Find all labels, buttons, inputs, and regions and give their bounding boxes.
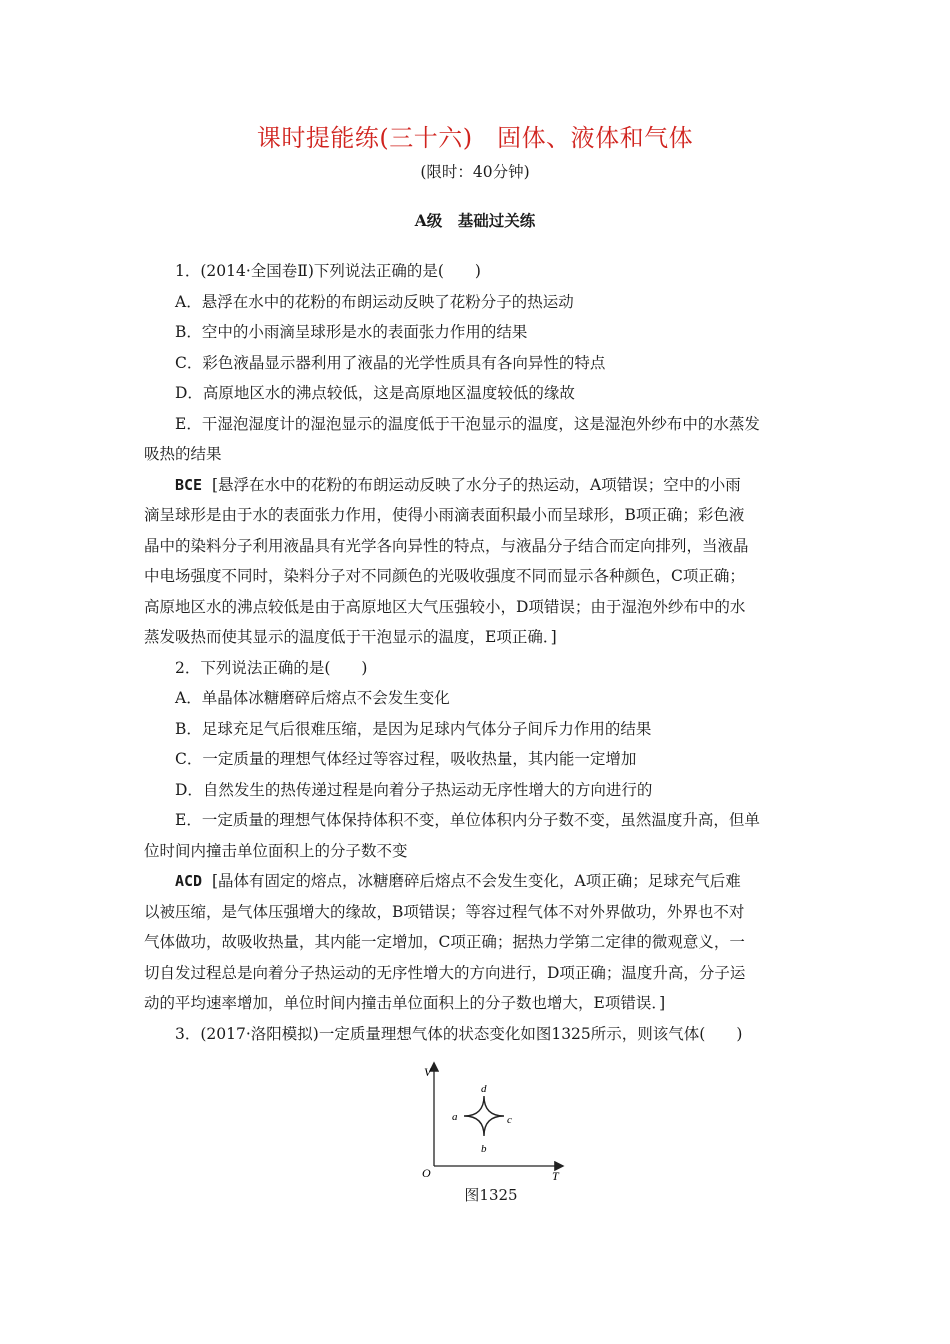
q1-explanation-line: 高原地区水的沸点较低是由于高原地区大气压强较小，D项错误；由于湿泡外纱布中的水 (144, 597, 746, 616)
q2-explanation-line: 动的平均速率增加，单位时间内撞击单位面积上的分子数也增大，E项错误．] (144, 994, 666, 1012)
page-title: 课时提能练(三十六) 固体、液体和气体 (256, 124, 694, 152)
q1-explanation-line: 中电场强度不同时，染料分子对不同颜色的光吸收强度不同而显示各种颜色，C项正确； (144, 567, 745, 585)
q2-explanation: [晶体有固定的熔点，冰糖磨碎后熔点不会发生变化，A项正确；足球充气后难 (211, 872, 741, 890)
q1-option-b: B．空中的小雨滴呈球形是水的表面张力作用的结果 (175, 323, 528, 341)
q1-option-a: A．悬浮在水中的花粉的布朗运动反映了花粉分子的热运动 (175, 292, 574, 311)
q1-option-e-cont: 吸热的结果 (144, 445, 222, 463)
q1-explanation-line: 滴呈球形是由于水的表面张力作用，使得小雨滴表面积最小而呈球形，B项正确；彩色液 (144, 506, 745, 524)
point-label-d: d (481, 1083, 487, 1095)
section-heading: A级 基础过关练 (414, 211, 536, 230)
vt-diagram (416, 1060, 566, 1180)
y-axis-label: V (424, 1065, 432, 1079)
q2-option-a: A．单晶体冰糖磨碎后熔点不会发生变化 (175, 689, 450, 707)
q2-option-b: B．足球充足气后很难压缩，是因为足球内气体分子间斥力作用的结果 (175, 719, 652, 738)
q1-option-c: C．彩色液晶显示器利用了液晶的光学性质具有各向异性的特点 (175, 353, 606, 372)
point-label-b: b (481, 1143, 487, 1155)
q1-option-d: D．高原地区水的沸点较低，这是高原地区温度较低的缘故 (175, 384, 575, 402)
state-curve (464, 1096, 504, 1136)
q2-option-c: C．一定质量的理想气体经过等容过程，吸收热量，其内能一定增加 (175, 750, 637, 768)
x-axis-label: T (552, 1169, 559, 1180)
q2-stem: 2．下列说法正确的是( ) (175, 658, 368, 677)
q1-explanation: [悬浮在水中的花粉的布朗运动反映了水分子的热运动，A项错误；空中的小雨 (211, 475, 741, 494)
q1-option-e: E．干湿泡湿度计的湿泡显示的温度低于干泡显示的温度，这是湿泡外纱布中的水蒸发 (175, 414, 760, 433)
q1-answer-line (175, 470, 807, 501)
q1-explanation-line: 晶中的染料分子利用液晶具有光学各向异性的特点，与液晶分子结合而定向排列，当液晶 (144, 536, 749, 555)
q2-option-e-cont: 位时间内撞击单位面积上的分子数不变 (144, 841, 408, 860)
q1-answer: BCE (175, 475, 203, 494)
q2-explanation-line: 切自发过程总是向着分子热运动的无序性增大的方向进行，D项正确；温度升高，分子运 (144, 963, 746, 982)
origin-label: O (422, 1166, 431, 1180)
point-label-c: c (507, 1114, 512, 1126)
q3-stem: 3．(2017·洛阳模拟)一定质量理想气体的状态变化如图1325所示，则该气体( ) (175, 1024, 743, 1043)
q2-answer-line (175, 866, 807, 897)
q1-explanation-line: 蒸发吸热而使其显示的温度低于干泡显示的温度，E项正确．] (144, 628, 557, 646)
time-limit: (限时：40分钟) (420, 163, 530, 181)
q1-stem: 1．(2014·全国卷Ⅱ)下列说法正确的是( ) (175, 262, 481, 280)
q2-explanation-line: 以被压缩，是气体压强增大的缘故，B项错误；等容过程气体不对外界做功，外界也不对 (144, 902, 745, 921)
q2-answer: ACD (175, 872, 203, 890)
point-label-a: a (452, 1111, 458, 1123)
q2-option-e: E．一定质量的理想气体保持体积不变，单位体积内分子数不变，虽然温度升高，但单 (175, 811, 760, 829)
q2-explanation-line: 气体做功，故吸收热量，其内能一定增加，C项正确；据热力学第二定律的微观意义，一 (144, 933, 745, 951)
figure-caption: 图1325 (464, 1186, 518, 1204)
question-body (144, 256, 807, 1049)
q2-option-d: D．自然发生的热传递过程是向着分子热运动无序性增大的方向进行的 (175, 780, 653, 799)
